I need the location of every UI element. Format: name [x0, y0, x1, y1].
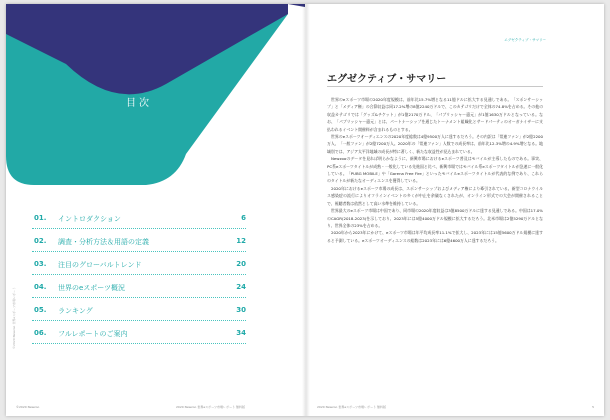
document-spread [6, 4, 604, 416]
toc-item-page: 6 [241, 214, 246, 222]
toc-page [6, 4, 305, 416]
toc-item-page: 30 [236, 306, 246, 314]
toc-item-label: イントロダクション [58, 215, 121, 223]
toc-item-number: 02. [34, 237, 47, 245]
running-head: エグゼクティブ・サマリー [504, 38, 546, 42]
body-text [327, 96, 543, 244]
title-divider [327, 86, 543, 87]
section-title: エグゼクティブ・サマリー [327, 74, 447, 85]
paragraph: 世界最大のeスポーツ市場は中国であり、同市場の2020年度収益は3億8500万ドルに達する見通しである。中国は17.0%のCAGR(2018-2023)を示しており、2023年には5億4000万ドル規模に拡大するだろう。北米市場は2億5290万ドルとなり、世界全体の23%を占める。 [327, 208, 543, 228]
toc-item-page: 12 [236, 237, 246, 245]
paragraph: 世界のeスポーツオーディエンスの2020年度総数は4億9500万人に達するだろう。その内訳は「常連ファン」が2億2200万人、「一般ファン」が2億7200万人。2020年の「常連ファン」人数での成長率は、前年比12.3%増の4.9%増となる。地域別では、アジア太平洋地域の成長が特に著しく、新たな収益性が見込まれている。 [327, 134, 543, 154]
footer-center-right: 2020 Newzoo 世界eスポーツ市場レポート 無料版 [317, 405, 387, 409]
summary-page [305, 4, 604, 416]
toc-item[interactable] [32, 301, 246, 321]
toc-list [32, 209, 246, 347]
toc-item[interactable] [32, 324, 246, 344]
toc-item-page: 20 [236, 260, 246, 268]
side-note: ©2020 Newzoo 世界eスポーツ市場レポート [12, 286, 16, 349]
toc-item[interactable] [32, 255, 246, 275]
toc-item-number: 04. [34, 283, 47, 291]
paragraph: Newzooのデータを見れば明らかなように、新興市場におけるeスポーツ普及はモバイルが主導したものである。事実、PC系eスポーツタイトルが成熟・一般化している先進国と比べ、新興市場ではモバイル系eスポーツタイトルが急速に一般化している。「PUBG MOBILE」や「Garena Free Fire」といったモバイルeスポーツタイトルが代表的な例であり、これらのタイトルが新たなオーディエンスを獲得している。 [327, 156, 543, 184]
footer-center-left: 2020 Newzoo 世界eスポーツ市場レポート 無料版 [176, 405, 246, 409]
toc-item-page: 24 [236, 283, 246, 291]
toc-item-number: 05. [34, 306, 47, 314]
paragraph: 2020年におけるeスポーツ市場の成長は、スポンサーシップおよびメディア権により牽引されている。新型コロナウイルス感染症の流行によりオフラインイベントの多くが中止を余儀なくされたが、オンライン形式での大会が開催されることで、視聴者数は依然として高い水準を維持している。 [327, 185, 543, 206]
paragraph: 2020年から2023年にかけて、eスポーツ市場は年平均成長率11.1%で拡大し、2023年には15億5600万ドル規模に達すると予測している。eスポーツオーディエンスの総数は2023年には6億4600万人に達するだろう。 [327, 230, 543, 243]
toc-item-label: フルレポートのご案内 [58, 330, 128, 338]
toc-item-label: ランキング [58, 307, 93, 315]
toc-item-label: 注目のグローバルトレンド [58, 261, 142, 269]
toc-item-number: 01. [34, 214, 47, 222]
toc-item-label: 調査・分析方法＆用語の定義 [58, 238, 149, 246]
toc-item[interactable] [32, 278, 246, 298]
page-number: 5 [592, 405, 594, 409]
toc-item[interactable] [32, 209, 246, 229]
toc-item-label: 世界のeスポーツ概況 [58, 284, 126, 292]
toc-title: 目次 [126, 98, 152, 109]
paragraph: 世界のeスポーツ市場の2020年度規模は、前年比15.7%増となる11億ドルに拡大する見通しである。「スポンサーシップ」と「メディア権」の合算収益は同17.2%増の8億2240万ドルで、このカテゴリだけで全体の74.8%を占める。その他の収益カテゴリでは「グッズ&チケット」が1億2170万ドル、「パブリッシャー還元」が1億1630万ドルとなっている。なお、「パブリッシャー還元」とは、パートナーシップを通じたトーナメント組織化とサードパーティのオーガナイザーに支払われるイベント開催料が含まれるものとする。 [327, 97, 543, 132]
toc-item-page: 34 [236, 329, 246, 337]
toc-item-number: 06. [34, 329, 47, 337]
toc-item[interactable] [32, 232, 246, 252]
toc-item-number: 03. [34, 260, 47, 268]
footer-left: ©2020 Newzoo [16, 405, 40, 409]
spine-gutter [302, 4, 310, 416]
